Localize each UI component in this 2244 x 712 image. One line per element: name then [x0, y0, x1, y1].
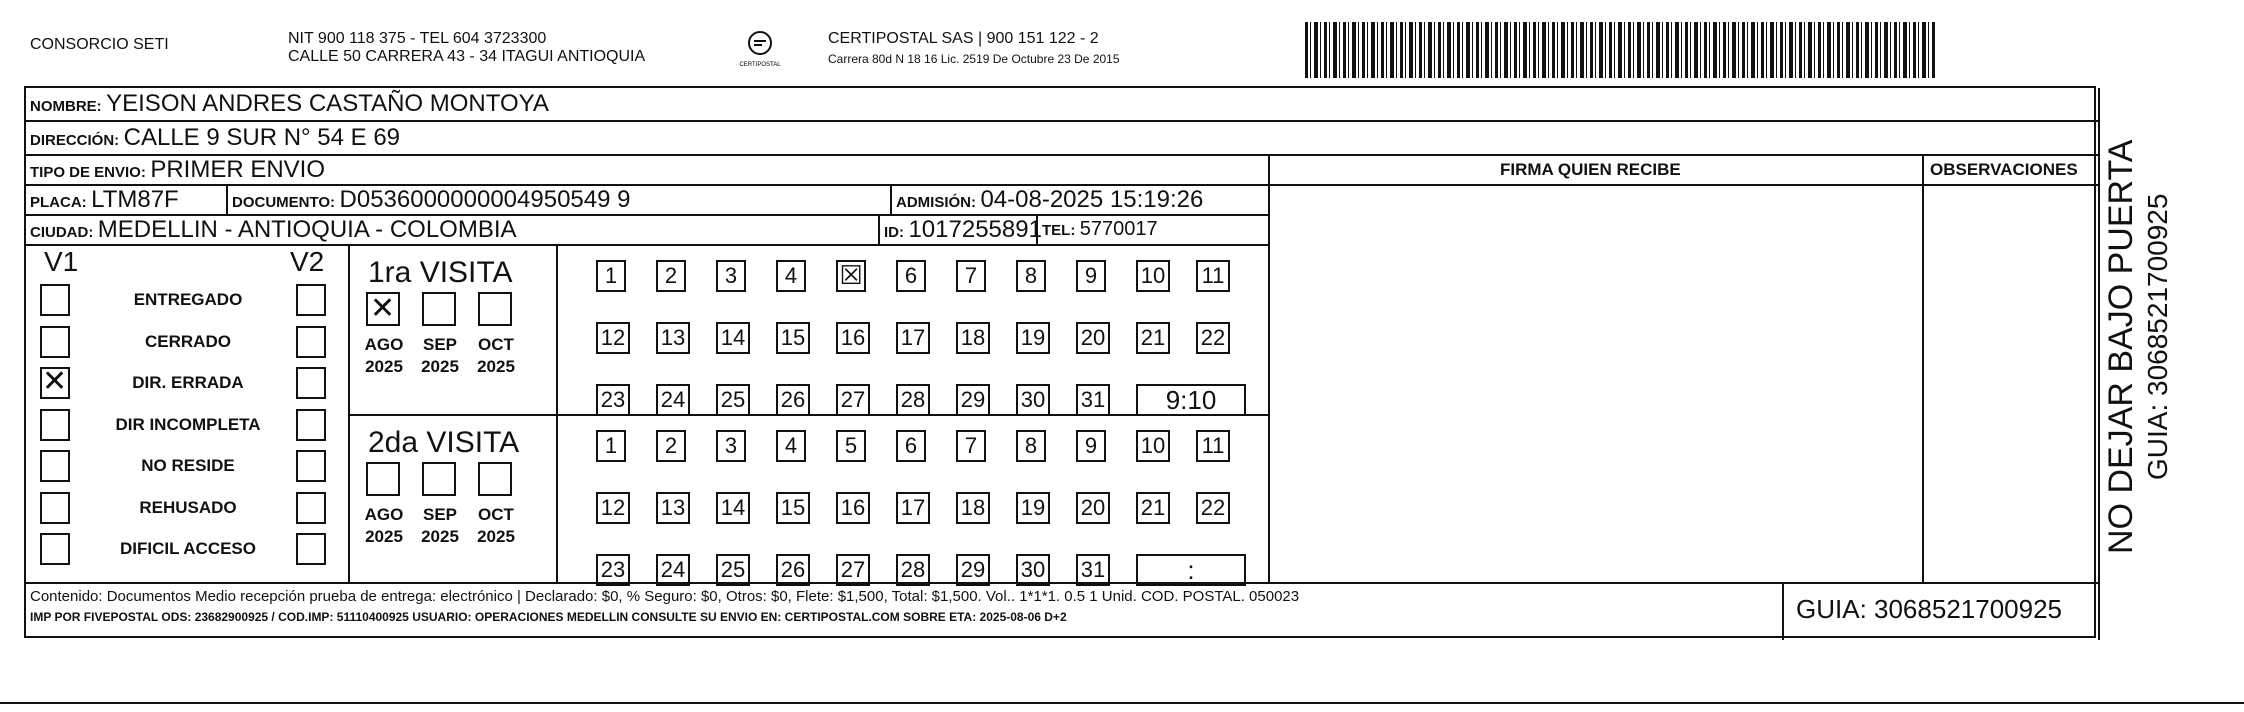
day-box[interactable]: 25 [716, 384, 750, 416]
day-box[interactable]: 3 [716, 260, 746, 292]
v1-checkbox[interactable] [40, 326, 70, 358]
day-box[interactable]: 31 [1076, 384, 1110, 416]
month-label: AGO 2025 [364, 505, 404, 546]
status-reason: NO RESIDE [141, 456, 235, 475]
footer-guia: GUIA: 3068521700925 [1796, 594, 2062, 624]
day-box[interactable]: 18 [956, 492, 990, 524]
tipo-label: TIPO DE ENVIO: [30, 164, 146, 181]
month-checkbox[interactable] [478, 292, 512, 326]
svg-text:CERTIPOSTAL: CERTIPOSTAL [739, 62, 781, 68]
documento-value: D0536000000004950549 9 [339, 186, 631, 213]
day-box[interactable]: 13 [656, 492, 690, 524]
day-box[interactable]: 14 [716, 322, 750, 354]
observaciones-header: OBSERVACIONES [1930, 160, 2078, 179]
day-box[interactable]: 26 [776, 554, 810, 586]
v1-label: V1 [44, 246, 79, 277]
month-label: SEP 2025 [421, 505, 459, 546]
status-reason: DIR. ERRADA [132, 373, 244, 392]
day-box[interactable]: ☒ [836, 260, 866, 292]
day-box[interactable]: 17 [896, 492, 930, 524]
ciudad-label: CIUDAD: [30, 224, 94, 241]
company-name: CONSORCIO SETI [30, 36, 169, 53]
tel-value: 5770017 [1079, 218, 1158, 240]
day-box[interactable]: 30 [1016, 384, 1050, 416]
delivery-form [24, 86, 2096, 638]
day-box[interactable]: 12 [596, 322, 630, 354]
day-box[interactable]: 21 [1136, 322, 1170, 354]
direccion-value: CALLE 9 SUR N° 54 E 69 [123, 124, 401, 151]
month-checkbox[interactable] [478, 462, 512, 496]
month-label: SEP 2025 [421, 335, 459, 376]
nit-line: NIT 900 118 375 - TEL 604 3723300 [288, 30, 547, 47]
admision-label: ADMISIÓN: [896, 194, 976, 211]
check-mark-icon: ✕ [370, 291, 396, 326]
tel-label: TEL: [1042, 222, 1076, 239]
ciudad-value: MEDELLIN - ANTIOQUIA - COLOMBIA [97, 216, 517, 243]
certipostal-logo [738, 30, 782, 70]
day-box[interactable]: 22 [1196, 492, 1230, 524]
day-box[interactable]: 9 [1076, 430, 1106, 462]
day-box[interactable]: 1 [596, 430, 626, 462]
day-box[interactable]: 21 [1136, 492, 1170, 524]
barcode [1305, 22, 1937, 78]
day-box[interactable]: 2 [656, 430, 686, 462]
day-box[interactable]: 22 [1196, 322, 1230, 354]
time-box[interactable]: : [1136, 554, 1246, 586]
day-box[interactable]: 8 [1016, 430, 1046, 462]
day-box[interactable]: 5 [836, 430, 866, 462]
v2-checkbox[interactable] [296, 367, 326, 399]
v2-checkbox[interactable] [296, 533, 326, 565]
day-box[interactable]: 25 [716, 554, 750, 586]
placa-label: PLACA: [30, 194, 87, 211]
status-reason: ENTREGADO [133, 290, 243, 309]
day-box[interactable]: 18 [956, 322, 990, 354]
id-value: 1017255891 [908, 216, 1042, 243]
month-checkbox[interactable] [366, 292, 400, 326]
day-box[interactable]: 9 [1076, 260, 1106, 292]
day-box[interactable]: 8 [1016, 260, 1046, 292]
footer-line2: IMP POR FIVEPOSTAL ODS: 23682900925 / COD.IMP: 51110400925 USUARIO: OPERACIONES MEDELLIN CONSULTE SU ENVIO EN: CERTIPOSTAL.COM SOBRE ETA: 2025-08-06 D+2 [30, 610, 1067, 624]
id-label: ID: [884, 224, 904, 241]
address-line: CALLE 50 CARRERA 43 - 34 ITAGUI ANTIOQUIA [288, 48, 646, 65]
day-box[interactable]: 15 [776, 492, 810, 524]
day-box[interactable]: 2 [656, 260, 686, 292]
day-box[interactable]: 19 [1016, 322, 1050, 354]
time-box[interactable]: 9:10 [1136, 384, 1246, 416]
day-box[interactable]: 19 [1016, 492, 1050, 524]
day-box[interactable]: 10 [1136, 260, 1170, 292]
day-box[interactable]: 20 [1076, 322, 1110, 354]
footer-line1: Contenido: Documentos Medio recepción prueba de entrega: electrónico | Declarado: $0, % Seguro: $0, Otros: $0, Flete: $1,500, Total: $1,500. Vol.. 1*1*1. 0.5 1 Unid. COD. POSTAL. 050023 [30, 588, 1300, 605]
day-box[interactable]: 24 [656, 384, 690, 416]
v2-label: V2 [290, 246, 325, 277]
day-box[interactable]: 7 [956, 260, 986, 292]
day-box[interactable]: 24 [656, 554, 690, 586]
day-box[interactable]: 13 [656, 322, 690, 354]
day-box[interactable]: 16 [836, 322, 870, 354]
day-box[interactable]: 29 [956, 384, 990, 416]
visit2-title: 2da VISITA [368, 426, 520, 459]
day-box[interactable]: 3 [716, 430, 746, 462]
day-box[interactable]: 29 [956, 554, 990, 586]
month-checkbox[interactable] [422, 292, 456, 326]
month-checkbox[interactable] [422, 462, 456, 496]
side-guia: GUIA: 3068521700925 [2142, 193, 2173, 480]
v1-checkbox[interactable] [40, 364, 70, 399]
status-reason: DIR INCOMPLETA [115, 414, 261, 434]
direccion-label: DIRECCIÓN: [30, 132, 120, 149]
day-box[interactable]: 28 [896, 554, 930, 586]
v1-checkbox[interactable] [40, 409, 70, 441]
documento-label: DOCUMENTO: [232, 194, 336, 211]
day-box[interactable]: 14 [716, 492, 750, 524]
v2-checkbox[interactable] [296, 326, 326, 358]
day-box[interactable]: 11 [1196, 430, 1230, 462]
check-mark-icon: ✕ [42, 364, 68, 399]
day-box[interactable]: 20 [1076, 492, 1110, 524]
visit1-title: 1ra VISITA [368, 256, 513, 289]
day-box[interactable]: 4 [776, 430, 806, 462]
day-box[interactable]: 12 [596, 492, 630, 524]
status-reason: DIFICIL ACCESO [119, 539, 256, 558]
day-box[interactable]: 11 [1196, 260, 1230, 292]
certipostal-sub: Carrera 80d N 18 16 Lic. 2519 De Octubre 23 De 2015 [828, 52, 1120, 66]
nombre-label: NOMBRE: [30, 98, 102, 115]
certipostal-line: CERTIPOSTAL SAS | 900 151 122 - 2 [828, 30, 1099, 47]
day-box[interactable]: 16 [836, 492, 870, 524]
day-box[interactable]: 15 [776, 322, 810, 354]
status-reason: REHUSADO [139, 497, 237, 517]
v1-checkbox[interactable] [40, 284, 70, 316]
v2-checkbox[interactable] [296, 492, 326, 524]
month-label: OCT 2025 [477, 505, 515, 546]
day-box[interactable]: 10 [1136, 430, 1170, 462]
day-box[interactable]: 27 [836, 384, 870, 416]
day-box[interactable]: 7 [956, 430, 986, 462]
day-box[interactable]: 6 [896, 430, 926, 462]
day-box[interactable]: 31 [1076, 554, 1110, 586]
day-box[interactable]: 1 [596, 260, 626, 292]
month-label: AGO 2025 [364, 335, 404, 376]
admision-value: 04-08-2025 15:19:26 [980, 186, 1204, 213]
day-box[interactable]: 23 [596, 384, 630, 416]
day-box[interactable]: 17 [896, 322, 930, 354]
v2-checkbox[interactable] [296, 284, 326, 316]
bottom-rule [0, 702, 2244, 704]
placa-value: LTM87F [91, 186, 179, 213]
day-box[interactable]: 30 [1016, 554, 1050, 586]
v1-checkbox[interactable] [40, 450, 70, 482]
day-box[interactable]: 27 [836, 554, 870, 586]
v1-checkbox[interactable] [40, 492, 70, 524]
day-box[interactable]: 4 [776, 260, 806, 292]
v1-checkbox[interactable] [40, 533, 70, 565]
day-box[interactable]: 28 [896, 384, 930, 416]
v2-checkbox[interactable] [296, 409, 326, 441]
day-box[interactable]: 26 [776, 384, 810, 416]
status-reason: CERRADO [145, 331, 231, 351]
month-label: OCT 2025 [477, 335, 515, 376]
nombre-value: YEISON ANDRES CASTAÑO MONTOYA [106, 90, 549, 117]
firma-header: FIRMA QUIEN RECIBE [1500, 160, 1681, 179]
tipo-value: PRIMER ENVIO [150, 156, 326, 183]
month-checkbox[interactable] [366, 462, 400, 496]
day-box[interactable]: 6 [896, 260, 926, 292]
side-notice: NO DEJAR BAJO PUERTA [2102, 139, 2140, 554]
v2-checkbox[interactable] [296, 450, 326, 482]
day-box[interactable]: 23 [596, 554, 630, 586]
